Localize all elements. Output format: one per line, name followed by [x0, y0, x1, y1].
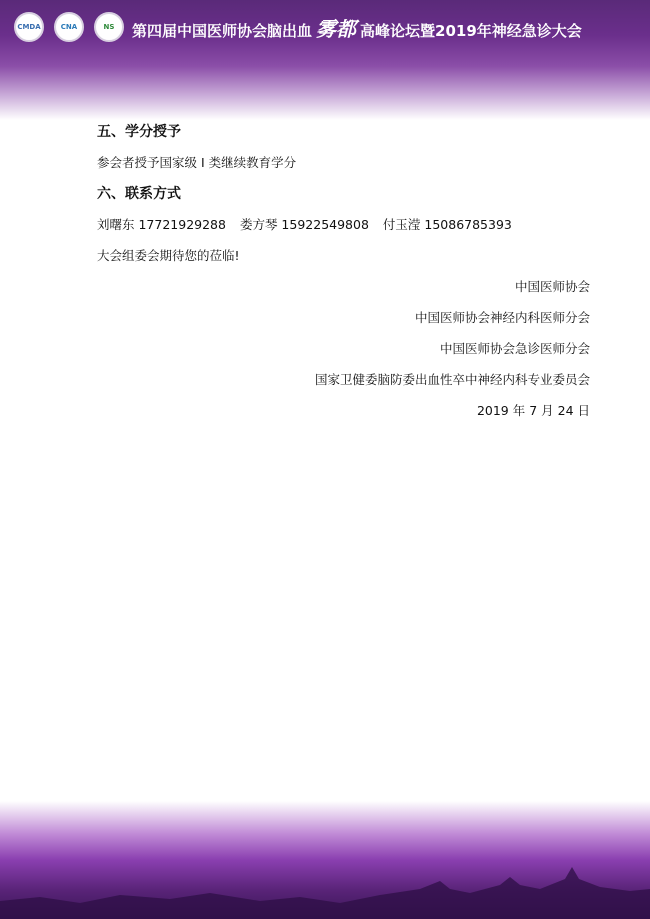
closing-text: 大会组委会期待您的莅临! [97, 247, 240, 263]
section-title-contacts: 六、联系方式 [97, 185, 181, 202]
logo-text: CNA [60, 23, 78, 31]
society-logo-icon [94, 12, 124, 42]
contact-item: 刘曙东 17721929288 [97, 216, 226, 232]
title-part-2: 高峰论坛暨2019年神经急诊大会 [360, 21, 582, 40]
conference-title [132, 13, 582, 42]
signature-line: 中国医师协会神经内科医师分会 [414, 309, 590, 325]
contact-item: 娄方琴 15922549808 [239, 216, 369, 232]
city-skyline-icon [0, 859, 650, 919]
title-calligraphy: 雾都 [316, 16, 357, 41]
section-title-credits: 五、学分授予 [97, 124, 181, 140]
contacts-line [97, 217, 590, 232]
credits-text: 参会者授予国家级 I 类继续教育学分 [97, 154, 297, 170]
contact-item: 付玉滢 15086785393 [382, 216, 512, 232]
document-body [97, 118, 590, 434]
logo-text: NS [103, 23, 115, 31]
document-date: 2019 年 7 月 24 日 [476, 402, 590, 418]
footer-banner [0, 801, 650, 919]
logo-text: CMDA [17, 23, 41, 31]
title-part-1: 第四届中国医师协会脑出血 [132, 21, 313, 40]
signature-line: 中国医师协会急诊医师分会 [439, 340, 590, 356]
header-bar [0, 6, 650, 48]
header-banner [0, 0, 650, 120]
cmda-logo-icon [14, 12, 44, 42]
signature-line: 国家卫健委脑防委出血性卒中神经内科专业委员会 [314, 371, 590, 387]
cna-logo-icon [54, 12, 84, 42]
signature-line: 中国医师协会 [514, 278, 590, 294]
